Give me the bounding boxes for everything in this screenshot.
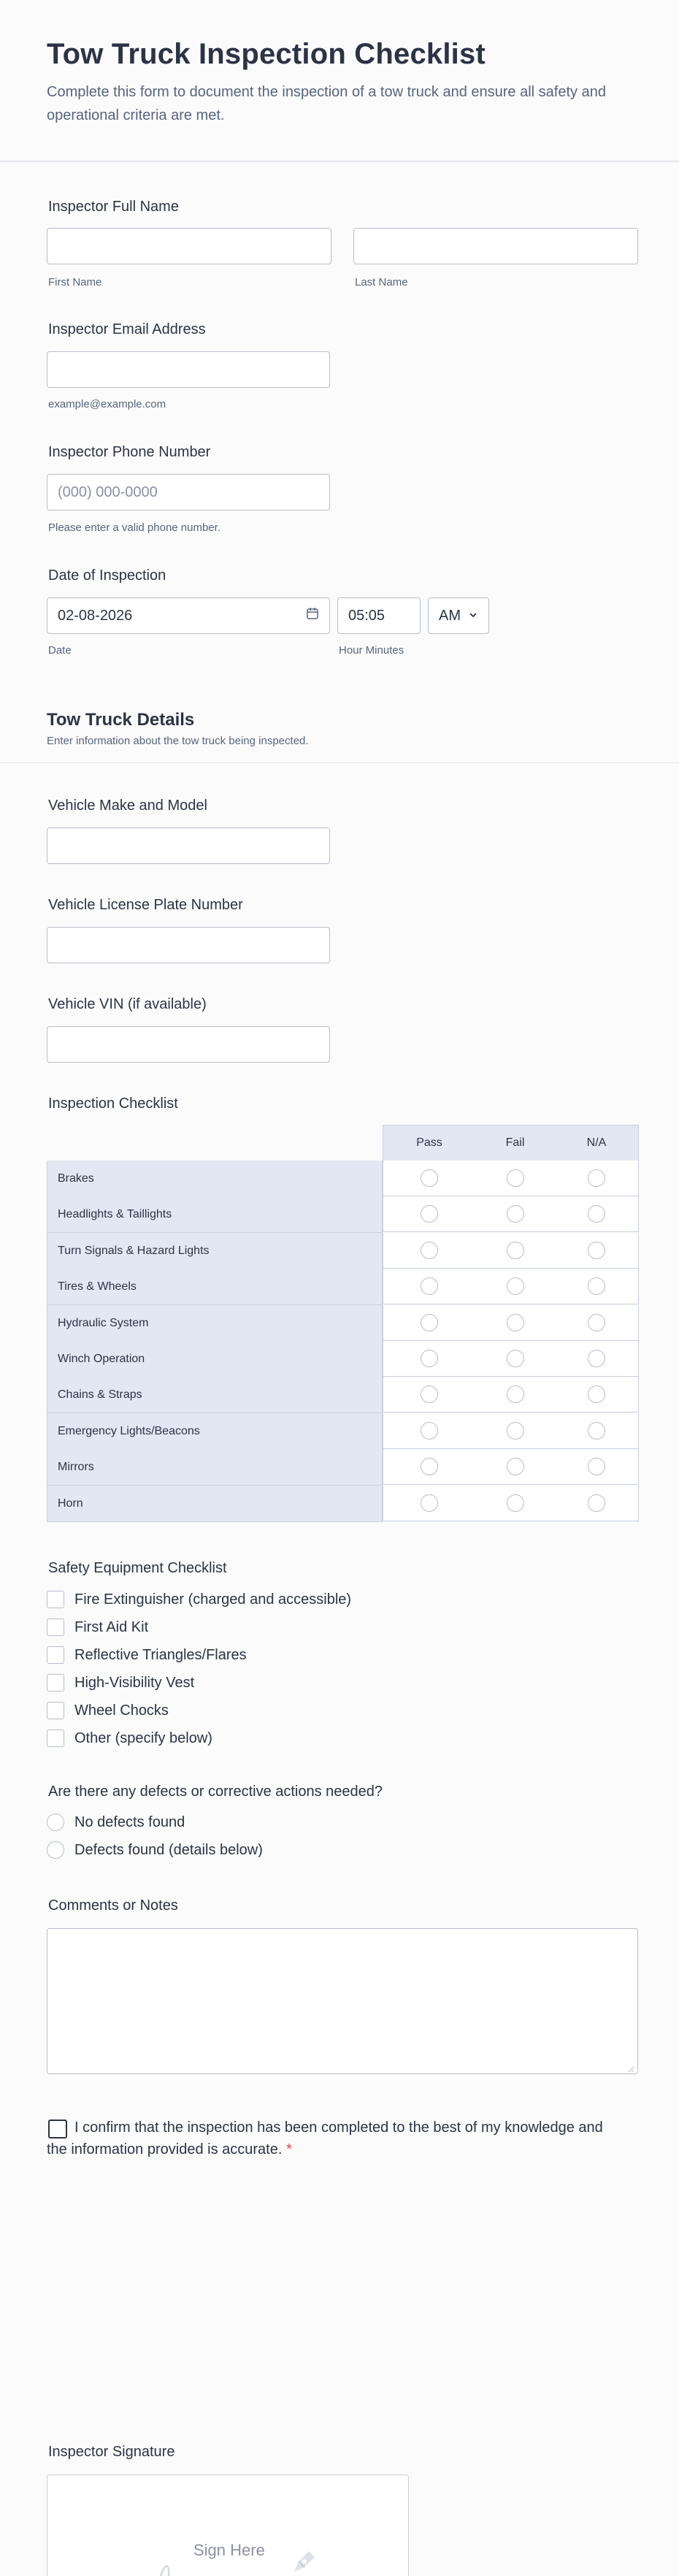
matrix-row-label: Emergency Lights/Beacons (47, 1413, 383, 1450)
option-label: Reflective Triangles/Flares (74, 1646, 247, 1663)
vehicle-make-input[interactable] (47, 828, 330, 864)
matrix-radio[interactable] (588, 1277, 605, 1295)
matrix-row-label: Mirrors (47, 1449, 383, 1486)
matrix-radio[interactable] (588, 1494, 605, 1512)
form-header (0, 0, 679, 162)
matrix-cell (475, 1413, 556, 1449)
radio[interactable] (47, 1813, 64, 1831)
matrix-cell (555, 1161, 639, 1196)
matrix-row-label: Tires & Wheels (47, 1269, 383, 1305)
matrix-radio[interactable] (507, 1458, 524, 1475)
matrix-radio[interactable] (507, 1169, 524, 1187)
matrix-radio[interactable] (421, 1422, 438, 1440)
inspector-name-label: Inspector Full Name (48, 199, 179, 215)
matrix-radio[interactable] (588, 1458, 605, 1475)
safety-option[interactable] (47, 1674, 194, 1692)
checkbox[interactable] (47, 1618, 64, 1636)
comments-value (47, 1929, 637, 1946)
matrix-radio[interactable] (507, 1494, 524, 1512)
checkbox[interactable] (47, 1591, 64, 1608)
form-title: Tow Truck Inspection Checklist (47, 38, 486, 70)
date-input[interactable] (47, 597, 330, 634)
matrix-radio[interactable] (588, 1205, 605, 1223)
matrix-row-label: Turn Signals & Hazard Lights (47, 1233, 383, 1269)
matrix-cell (555, 1449, 639, 1485)
matrix-radio[interactable] (421, 1314, 438, 1331)
checkbox[interactable] (47, 1674, 64, 1692)
option-label: Other (specify below) (74, 1730, 212, 1746)
inspection-checklist-label: Inspection Checklist (48, 1096, 178, 1112)
phone-input[interactable] (47, 474, 330, 511)
matrix-radio[interactable] (507, 1422, 524, 1440)
matrix-radio[interactable] (588, 1314, 605, 1331)
vehicle-vin-input[interactable] (47, 1026, 330, 1063)
vehicle-make-label: Vehicle Make and Model (48, 798, 207, 814)
matrix-radio[interactable] (507, 1277, 524, 1295)
signature-placeholder: Sign Here (193, 2541, 265, 2559)
matrix-radio[interactable] (588, 1350, 605, 1367)
matrix-cell (383, 1305, 476, 1341)
truck-details-description: Enter information about the tow truck being inspected. (47, 735, 309, 747)
matrix-radio[interactable] (507, 1386, 524, 1403)
option-label: Fire Extinguisher (charged and accessible) (74, 1591, 352, 1608)
matrix-cell (475, 1449, 556, 1485)
matrix-radio[interactable] (421, 1350, 438, 1367)
matrix-radio[interactable] (421, 1242, 438, 1259)
matrix-cell (383, 1233, 476, 1269)
time-input[interactable]: 05:05 (337, 597, 421, 634)
matrix-cell (555, 1341, 639, 1377)
safety-option[interactable] (47, 1702, 169, 1719)
ampm-select[interactable] (428, 597, 489, 634)
comments-label: Comments or Notes (48, 1897, 178, 1914)
resize-handle-icon[interactable] (627, 2063, 634, 2071)
safety-option[interactable] (47, 1618, 148, 1636)
vehicle-plate-label: Vehicle License Plate Number (48, 897, 243, 913)
safety-option[interactable] (47, 1730, 212, 1747)
chevron-down-icon (468, 608, 478, 624)
matrix-radio[interactable] (507, 1242, 524, 1259)
defects-option[interactable] (47, 1841, 263, 1859)
matrix-row-label: Chains & Straps (47, 1377, 383, 1413)
signature-pad[interactable] (47, 2474, 409, 2576)
last-name-input[interactable] (353, 228, 638, 264)
time-sublabel: Hour Minutes (339, 644, 404, 657)
matrix-cell (383, 1377, 476, 1413)
matrix-cell (383, 1161, 476, 1196)
checkbox[interactable] (47, 1702, 64, 1719)
matrix-cell (383, 1196, 476, 1232)
matrix-cell (475, 1305, 556, 1341)
email-sublabel: example@example.com (48, 398, 166, 410)
vehicle-plate-input[interactable] (47, 927, 330, 963)
form-description: Complete this form to document the inspection of a tow truck and ensure all safety and operational criteria are met. (47, 84, 606, 123)
matrix-cell (555, 1413, 639, 1449)
matrix-radio[interactable] (421, 1205, 438, 1223)
last-name-sublabel: Last Name (355, 276, 408, 288)
defects-label: Are there any defects or corrective actions needed? (48, 1784, 383, 1800)
matrix-row-label: Brakes (47, 1161, 383, 1197)
safety-option[interactable] (47, 1646, 247, 1664)
matrix-cell (475, 1233, 556, 1269)
matrix-radio[interactable] (421, 1277, 438, 1295)
confirm-text: I confirm that the inspection has been completed to the best of my knowledge and the information provided is accurate. (47, 2120, 603, 2158)
matrix-radio[interactable] (421, 1386, 438, 1403)
matrix-cell (383, 1449, 476, 1485)
inspector-phone-label: Inspector Phone Number (48, 444, 211, 460)
date-sublabel: Date (48, 644, 72, 657)
matrix-row-label: Horn (47, 1486, 383, 1522)
option-label: Wheel Chocks (74, 1702, 169, 1719)
matrix-radio[interactable] (421, 1494, 438, 1512)
pen-icon (288, 2545, 321, 2576)
matrix-row-label: Hydraulic System (47, 1305, 383, 1342)
matrix-radio[interactable] (507, 1350, 524, 1367)
inspector-email-label: Inspector Email Address (48, 321, 206, 337)
option-label: Defects found (details below) (74, 1841, 263, 1858)
matrix-row-label: Winch Operation (47, 1341, 383, 1377)
matrix-row-label: Headlights & Taillights (47, 1196, 383, 1233)
required-mark: * (285, 2141, 292, 2158)
matrix-cell (383, 1413, 476, 1449)
matrix-cell (383, 1486, 476, 1521)
matrix-cell (475, 1269, 556, 1304)
matrix-cell (555, 1233, 639, 1269)
matrix-cell (383, 1341, 476, 1377)
truck-details-title: Tow Truck Details (47, 710, 195, 730)
checkbox[interactable] (47, 1730, 64, 1747)
option-label: High-Visibility Vest (74, 1674, 195, 1691)
option-label: First Aid Kit (74, 1618, 149, 1635)
first-name-sublabel: First Name (48, 276, 102, 288)
matrix-cell (475, 1341, 556, 1377)
safety-equipment-label: Safety Equipment Checklist (48, 1560, 227, 1576)
checkbox[interactable] (47, 1646, 64, 1664)
matrix-cell (555, 1377, 639, 1413)
matrix-col-na: N/A (555, 1125, 639, 1161)
matrix-cell (475, 1196, 556, 1232)
phone-placeholder: (000) 000-0000 (58, 484, 158, 500)
defects-option[interactable] (47, 1813, 185, 1831)
matrix-radio[interactable] (588, 1386, 605, 1403)
ampm-value: AM (439, 607, 461, 624)
matrix-cell (475, 1377, 556, 1413)
option-label: No defects found (74, 1813, 185, 1830)
matrix-radio[interactable] (421, 1169, 438, 1187)
matrix-radio[interactable] (588, 1169, 605, 1187)
matrix-cell (555, 1196, 639, 1232)
matrix-cell (383, 1269, 476, 1304)
matrix-radio[interactable] (507, 1205, 524, 1223)
signature-label: Inspector Signature (48, 2444, 175, 2460)
confirm-label (47, 2117, 616, 2160)
email-input[interactable] (47, 351, 330, 388)
matrix-cell (475, 1486, 556, 1521)
date-value: 02-08-2026 (58, 607, 133, 624)
matrix-radio[interactable] (588, 1242, 605, 1259)
matrix-cell (555, 1305, 639, 1341)
radio[interactable] (47, 1841, 64, 1859)
vehicle-vin-label: Vehicle VIN (if available) (48, 996, 207, 1012)
matrix-cell (555, 1486, 639, 1521)
matrix-col-fail: Fail (475, 1125, 556, 1161)
comments-textarea[interactable] (47, 1928, 638, 2074)
matrix-col-pass: Pass (383, 1125, 476, 1161)
matrix-radio[interactable] (507, 1314, 524, 1331)
matrix-cell (475, 1161, 556, 1196)
matrix-radio[interactable] (588, 1422, 605, 1440)
safety-option[interactable] (47, 1591, 351, 1608)
first-name-input[interactable] (47, 228, 331, 264)
inspection-date-label: Date of Inspection (48, 567, 166, 584)
matrix-cell (555, 1269, 639, 1304)
phone-sublabel: Please enter a valid phone number. (48, 521, 220, 534)
matrix-radio[interactable] (421, 1458, 438, 1475)
calendar-icon[interactable] (306, 607, 319, 624)
